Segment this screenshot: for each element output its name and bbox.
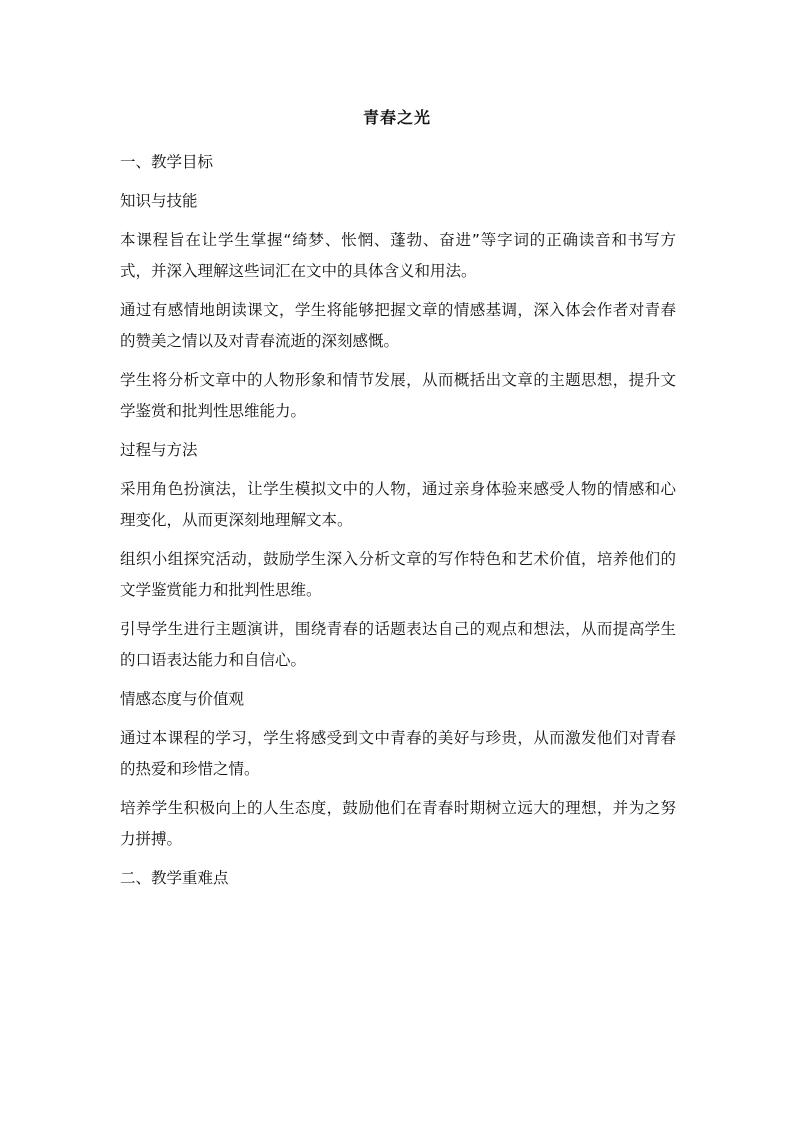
section-heading-1: 一、教学目标 (120, 153, 214, 171)
paragraph-analysis: 学生将分析文章中的人物形象和情节发展，从而概括出文章的主题思想，提升文学鉴赏和批判性思维能力。 (120, 371, 676, 420)
paragraph-speech: 引导学生进行主题演讲，围绕青春的话题表达自己的观点和想法，从而提高学生的口语表达能力和自信心。 (120, 620, 676, 669)
document-body (120, 147, 676, 902)
paragraph-role-play: 采用角色扮演法，让学生模拟文中的人物，通过亲身体验来感受人物的情感和心理变化，从而更深刻地理解文本。 (120, 480, 676, 529)
paragraph-group-inquiry: 组织小组探究活动，鼓励学生深入分析文章的写作特色和艺术价值，培养他们的文学鉴赏能力和批判性思维。 (120, 550, 676, 599)
paragraph-emotional-reading: 通过有感情地朗读课文，学生将能够把握文章的情感基调，深入体会作者对青春的赞美之情以及对青春流逝的深刻感慨。 (120, 301, 676, 350)
document-title: 青春之光 (362, 108, 431, 127)
paragraph-cherish-youth: 通过本课程的学习，学生将感受到文中青春的美好与珍贵，从而激发他们对青春的热爱和珍惜之情。 (120, 729, 676, 778)
paragraph-positive-attitude: 培养学生积极向上的人生态度，鼓励他们在青春时期树立远大的理想，并为之努力拼搏。 (120, 799, 676, 848)
subheading-process-method: 过程与方法 (120, 441, 198, 459)
section-heading-2: 二、教学重难点 (120, 869, 229, 887)
subheading-knowledge-skills: 知识与技能 (120, 192, 198, 210)
paragraph-vocabulary: 本课程旨在让学生掌握“绮梦、怅惘、蓬勃、奋进”等字词的正确读音和书写方式，并深入理解这些词汇在文中的具体含义和用法。 (120, 231, 676, 280)
subheading-attitude-values: 情感态度与价值观 (120, 690, 245, 708)
